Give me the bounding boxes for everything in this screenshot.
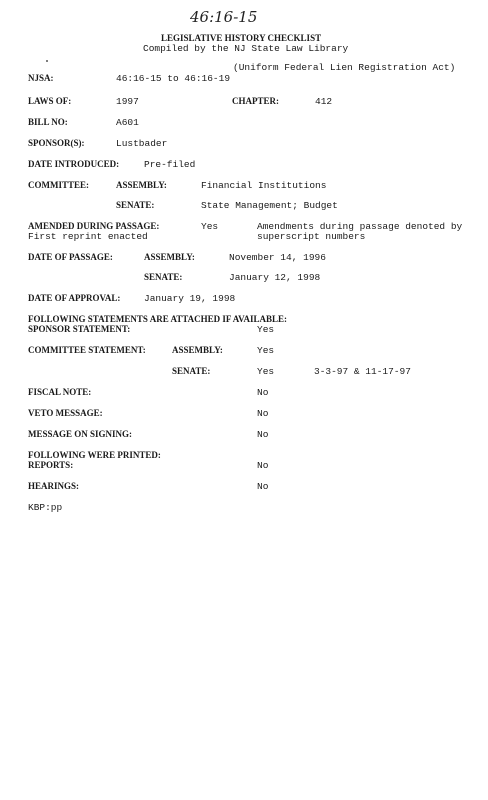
statements-heading: FOLLOWING STATEMENTS ARE ATTACHED IF AVAILABLE: [28, 314, 287, 324]
fiscal-note-label: FISCAL NOTE: [28, 387, 92, 397]
amended-value: Yes [201, 221, 219, 232]
sponsor-statement-value: Yes [257, 324, 275, 335]
date-introduced-label: DATE INTRODUCED: [28, 159, 120, 169]
amended-label: AMENDED DURING PASSAGE: [28, 221, 160, 231]
amended-note-line1: Amendments during passage denoted by [257, 221, 463, 232]
amended-reprint: First reprint enacted [28, 231, 148, 242]
amended-note-line2: superscript numbers [257, 231, 366, 242]
sponsor-label: SPONSOR(S): [28, 138, 85, 148]
njsa-label: NJSA: [28, 73, 54, 83]
fiscal-note-value: No [257, 387, 269, 398]
sponsor-value: Lustbader [116, 138, 168, 149]
bill-no-value: A601 [116, 117, 139, 128]
document-subtitle: Compiled by the NJ State Law Library [143, 43, 349, 54]
passage-assembly-label: ASSEMBLY: [144, 252, 195, 262]
date-of-approval-value: January 19, 1998 [144, 293, 236, 304]
committee-senate-value: State Management; Budget [201, 200, 338, 211]
sponsor-statement-label: SPONSOR STATEMENT: [28, 324, 131, 334]
committee-statement-senate-value: Yes [257, 366, 275, 377]
committee-statement-label: COMMITTEE STATEMENT: [28, 345, 146, 355]
veto-message-value: No [257, 408, 269, 419]
committee-label: COMMITTEE: [28, 180, 90, 190]
bill-no-label: BILL NO: [28, 117, 68, 127]
hearings-label: HEARINGS: [28, 481, 80, 491]
veto-message-label: VETO MESSAGE: [28, 408, 103, 418]
document-title: LEGISLATIVE HISTORY CHECKLIST [161, 33, 322, 43]
laws-of-label: LAWS OF: [28, 96, 72, 106]
passage-assembly-value: November 14, 1996 [229, 252, 326, 263]
act-name: (Uniform Federal Lien Registration Act) [233, 62, 456, 73]
footer-initials: KBP:pp [28, 502, 63, 513]
committee-statement-assembly-value: Yes [257, 345, 275, 356]
committee-statement-senate-dates: 3-3-97 & 11-17-97 [314, 366, 411, 377]
chapter-label: CHAPTER: [232, 96, 279, 106]
reports-label: REPORTS: [28, 460, 74, 470]
laws-of-value: 1997 [116, 96, 139, 107]
passage-senate-label: SENATE: [144, 272, 183, 282]
speck-mark [46, 60, 48, 62]
committee-senate-label: SENATE: [116, 200, 155, 210]
printed-heading: FOLLOWING WERE PRINTED: [28, 450, 161, 460]
reports-value: No [257, 460, 269, 471]
njsa-value: 46:16-15 to 46:16-19 [116, 73, 231, 84]
date-introduced-value: Pre-filed [144, 159, 196, 170]
committee-statement-senate-label: SENATE: [172, 366, 211, 376]
message-on-signing-label: MESSAGE ON SIGNING: [28, 429, 133, 439]
passage-senate-value: January 12, 1998 [229, 272, 321, 283]
message-on-signing-value: No [257, 429, 269, 440]
committee-statement-assembly-label: ASSEMBLY: [172, 345, 223, 355]
date-of-passage-label: DATE OF PASSAGE: [28, 252, 113, 262]
hearings-value: No [257, 481, 269, 492]
committee-assembly-value: Financial Institutions [201, 180, 327, 191]
chapter-value: 412 [315, 96, 333, 107]
handwritten-number: 46:16-15 [190, 8, 258, 26]
date-of-approval-label: DATE OF APPROVAL: [28, 293, 121, 303]
committee-assembly-label: ASSEMBLY: [116, 180, 167, 190]
